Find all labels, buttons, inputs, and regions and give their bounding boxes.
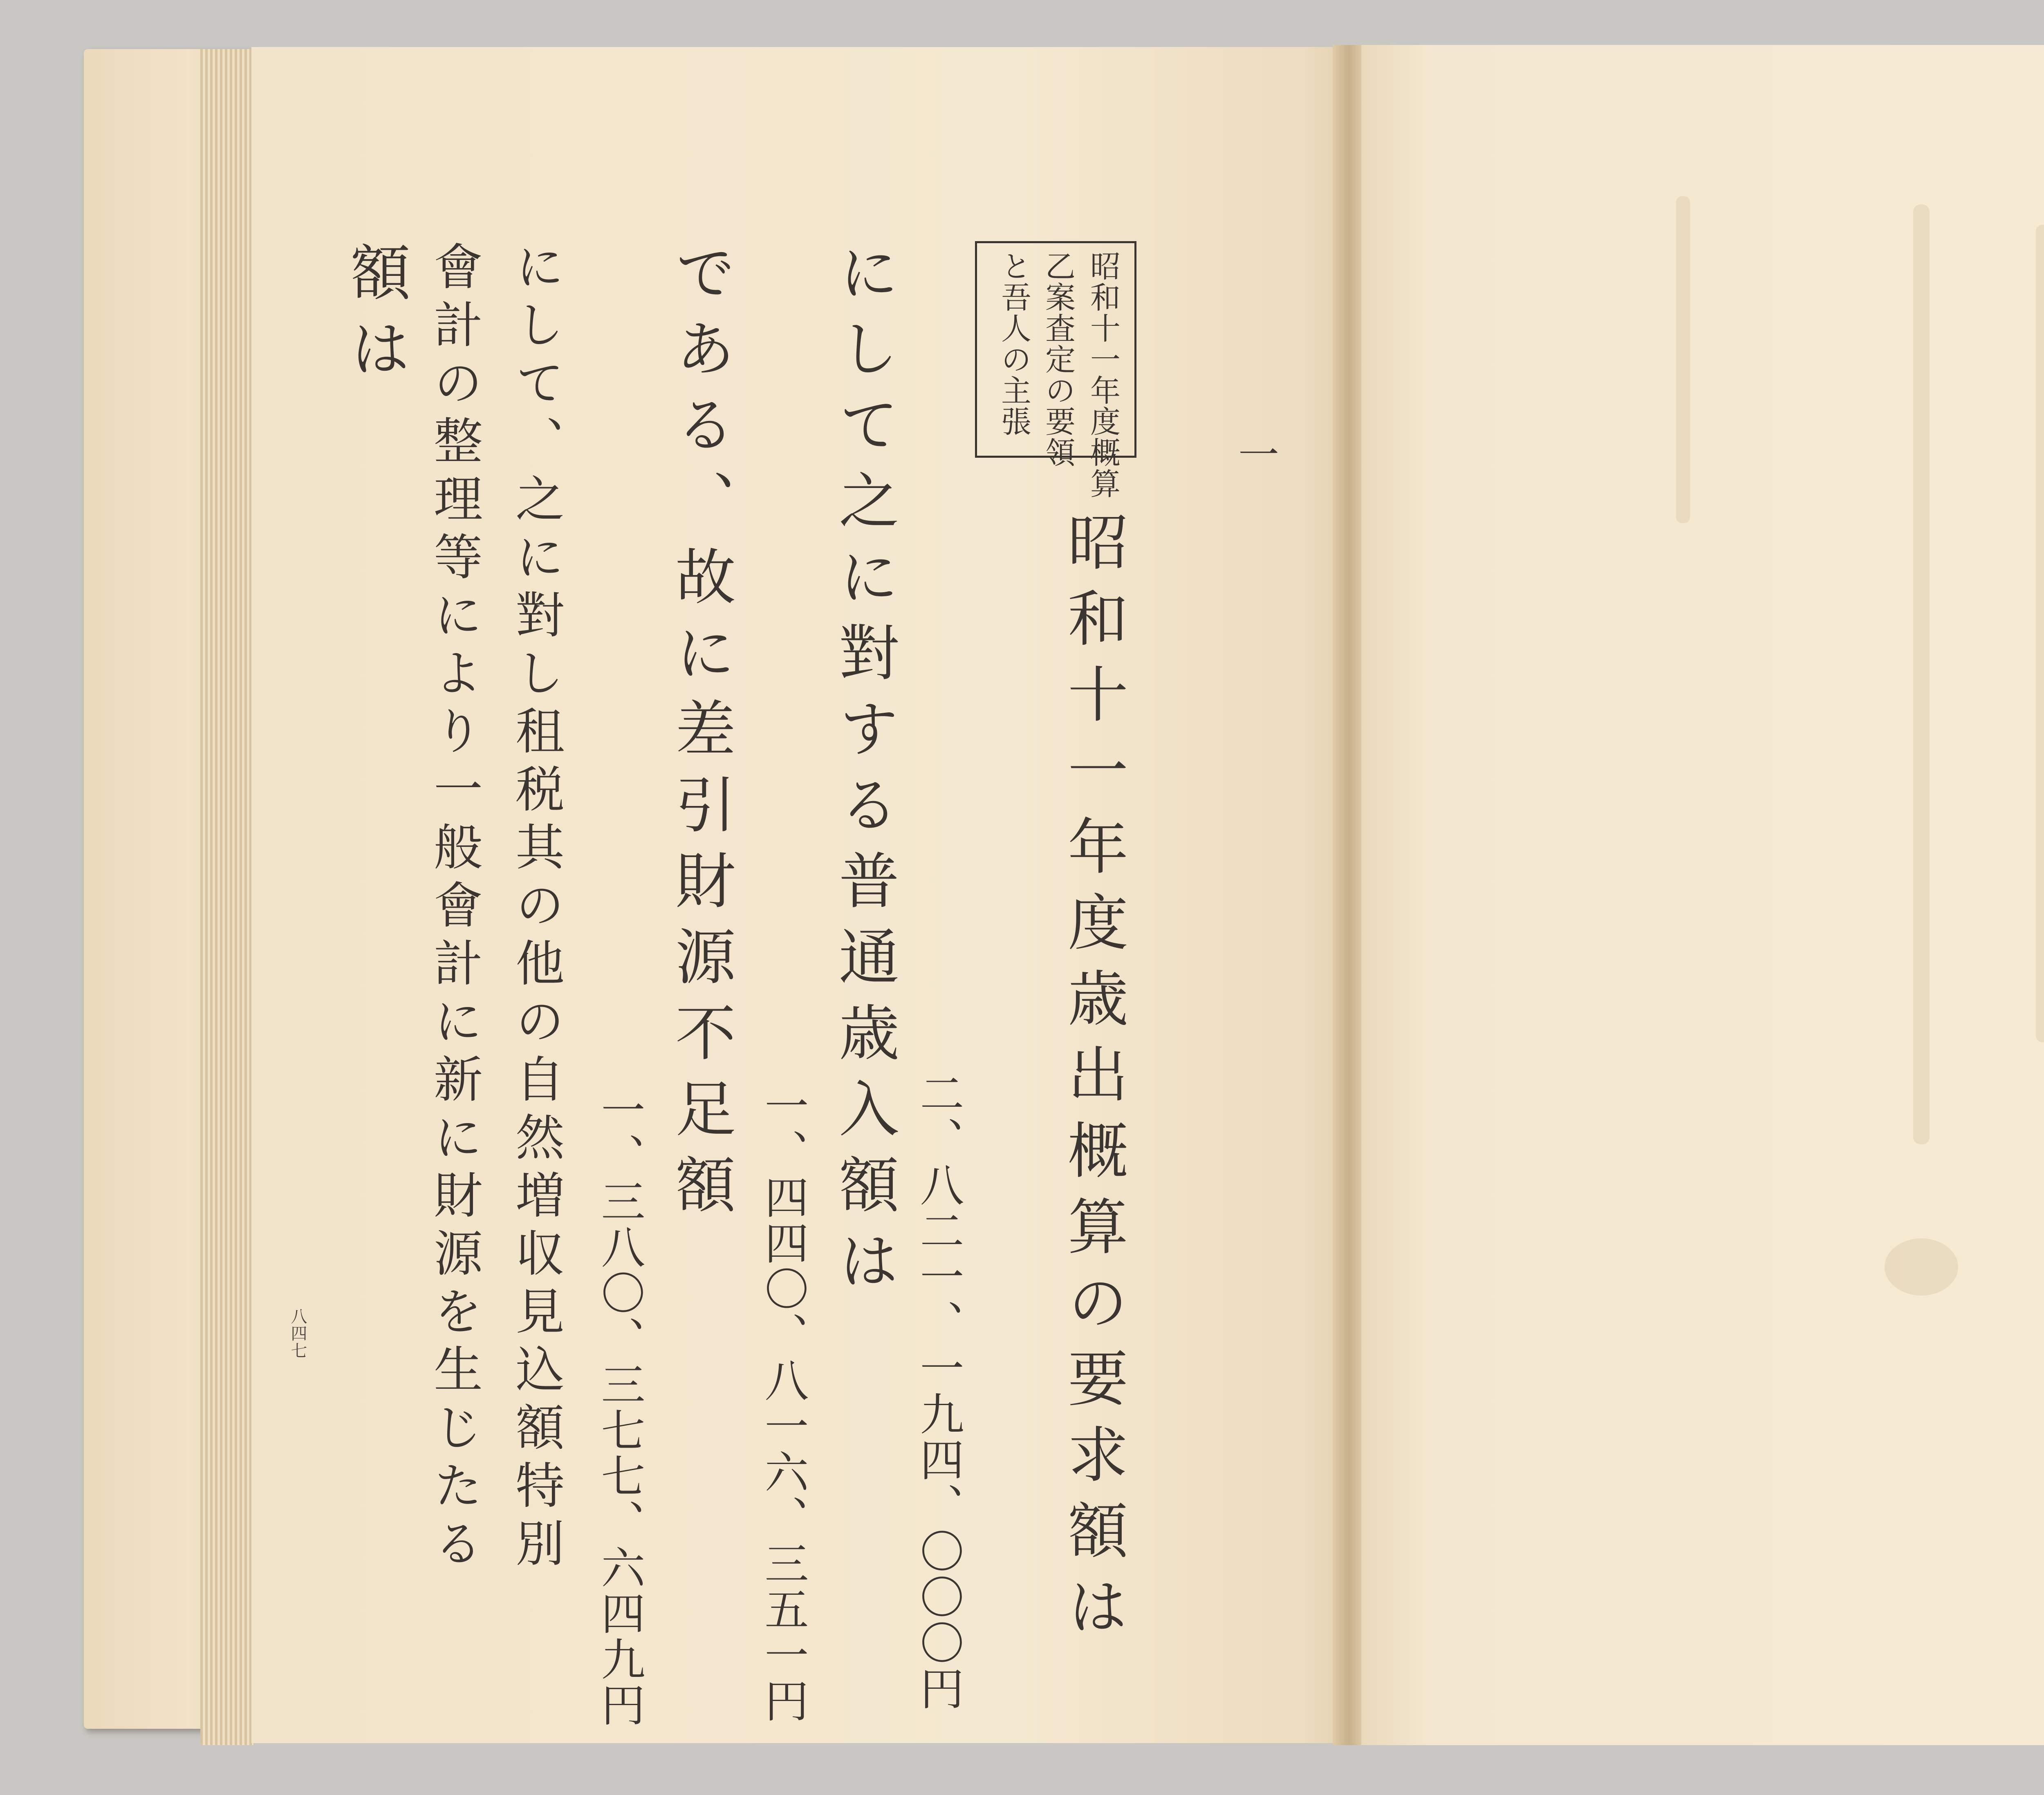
margin-note-line-1: 昭和十一年度概算 — [1085, 251, 1121, 499]
text-column-5: である、故に差引財源不足額 — [666, 241, 736, 1229]
book-gutter — [1333, 45, 1365, 1745]
bleed-through-marks — [1390, 123, 2044, 1594]
section-number: 一 — [1231, 433, 1279, 490]
text-column-7: にして、之に對し租税其の他の自然増収見込額特別 — [507, 241, 564, 1576]
margin-note-line-3: と吾人の主張 — [996, 251, 1031, 437]
page-number-left: 八四七 — [288, 1308, 307, 1359]
amount-column-3: 一、三八〇、三七七、六四九円 — [594, 1087, 645, 1728]
amount-column-1: 二、八二一、一九四、〇〇〇円 — [912, 1071, 964, 1712]
left-page-edges — [200, 49, 253, 1745]
text-column-9: 額は — [341, 241, 411, 393]
amount-column-2: 一、四四〇、八一六、三五一円 — [757, 1083, 808, 1724]
margin-note-line-2: 乙案査定の要領 — [1040, 251, 1076, 468]
text-column-8: 會計の整理等により一般會計に新に財源を生じたる — [426, 241, 482, 1576]
text-column-4: にして之に對する普通歳入額は — [829, 241, 899, 1305]
text-column-1: 昭和十一年度歳出概算の要求額は — [1058, 511, 1128, 1651]
margin-note-box — [975, 241, 1136, 499]
